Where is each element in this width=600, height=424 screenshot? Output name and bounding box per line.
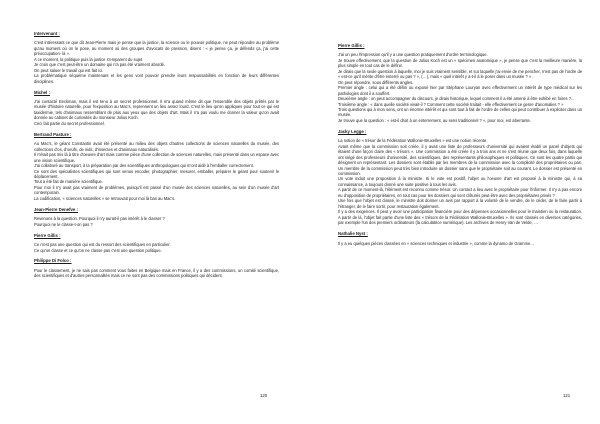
paragraph: J'ai collaboré au transport, à la préparation par des scientifiques anthropologues qui m'ont aidé à l'emballer correctement. xyxy=(34,163,254,169)
speech-block xyxy=(34,99,279,126)
paragraph: Troisième angle : « dans quelle société vivait-il ? Comment cette société traitait - elle effectivement ce genre d'anomalies ? » xyxy=(338,101,564,107)
paragraph: La problématique séquème maintenant et les gens vont pouvoir prendre leurs responsabilités en fonction de leurs différentes disciplines. xyxy=(34,73,279,84)
speaker-name: Nathalie Nyst : xyxy=(338,231,368,237)
speaker-name: Jean-Pierre Denefve : xyxy=(34,206,78,212)
paragraph: La codification, « sciences naturelles » se retrouvait pour moi là bas au Mac's. xyxy=(34,195,176,201)
speaker-name: Bertrand Pasture : xyxy=(34,131,72,137)
paragraph: Je dirais que la seule question à laquelle, moi je suis vraiment sensible, et sur laquelle j'ai envie de me pencher, n'est pas de l'ordre de « est-ce qu'il mérite d'être enterré ou pas ? », (…), mais « quel intérêt y a-t-il à le poser dans un musée ? » . xyxy=(338,68,582,80)
paragraph: Au Mac's, le géant Constantin avait été présenté au milieu des objets d'autres collections de sciences naturelles du musée, des collections d'os, d'oeufs, de nids, d'insectes et d'animaux naturalisés. xyxy=(34,141,279,152)
speaker-name: Pierre Gillis : xyxy=(34,232,61,238)
speaker-name: Intervenant : xyxy=(34,31,60,36)
page-number-left: 120 xyxy=(260,393,268,398)
paragraph: Pour le classement, je ne sais pas comment vous faites en Belgique mais en France, il y a des commissions, un comité scientifique, des scientifiques et d'autres personnalités mais ce ne sont pas des commissions politiques qui décident. xyxy=(34,267,279,279)
speech-block xyxy=(34,216,279,227)
paragraph: Tout a été fait de manière scientifique. xyxy=(34,179,103,185)
paragraph: On peut saluer le travail qui est fait ici. xyxy=(34,67,104,73)
paragraph: A ce moment, la politique puis la justice s'emparent du sujet. xyxy=(34,56,144,62)
paragraph: Je trouve effectivement, que la question de Julius Koch est un « spécimen anatomique », je pense que c'est la meilleure manière, la plus simple en tout cas de le définir. xyxy=(338,57,582,69)
paragraph: J'ai contacté Eeckman, mais il est tenu à un secret professionnel. Il m'a quand même dit que l'ensemble des objets prêtés par le musée d'histoire naturelle, pour l'exposition au Mac's, reprennent un lieu assez lourd. C'est le lieu qu'on appliques pour tout ce qui est taxidermie, tels d'animaux ressemblant de plus aux yeux que des objets d'art. Mais il n'a pas voulu me donner la valeur qu'on avait donnée au cabinet de curiosités du monsieur Julius Koch. xyxy=(34,99,279,121)
paragraph: La notion de « trésor de la Fédération Wallonie-Bruxelles » est une notion récente. xyxy=(338,138,488,144)
paragraph: Ce n'est pas une question qui est du ressort des scientifiques en particulier. xyxy=(34,242,171,248)
paragraph: J'ai un peu l'impression qu'il y a une question pratiquement d'ordre terminologique. xyxy=(338,52,488,58)
paragraph: Il y a eu quelques pièces classées en « sciences techniques et industrie », comme la dynamo de Gramme… xyxy=(338,240,535,246)
paragraph: Je crois que c'est peut-être un domaine qui n'a pas été vraiment abordé. xyxy=(34,62,166,68)
paragraph: Trois questions qui à mon sens, ont un énorme intérêt et qui sont tout à fait de l'ordre de celles qui peut contribuer à expliciter dans un musée. xyxy=(338,106,582,118)
paragraph: Ce sont des spécialistes scientifiques qui sont venus encoder, photographier, mesurer, emballer, préparer le géant pour soutenir le déplacement. xyxy=(34,168,279,179)
paragraph: C'est intéressant ce que dit Jean-Pierre mais je pense que la justice, la science ou le pouvoir politique, ne peut répondre au problème qu'au moment où on le pose, au moment où des groupes d'avocats de pression, disent : « je pense ça, je défends ça, j'ai cette préoccupation- là ». xyxy=(34,40,279,57)
paragraph: Revenons à la question. Pourquoi il n'y aurait-il pas intérêt à le classer ? xyxy=(34,216,165,222)
paragraph: Ce qu'on classe et ce qu'on ne classe pas c'est une question politique. xyxy=(34,247,162,253)
speaker-name: Jacky Legge : xyxy=(338,128,367,134)
paragraph: Il y a des exigences. Il peut y avoir une participation financière pour des dépenses occasionnelles pour le maintien ou la restauration. A partir de là, l'objet fait partie d'une liste des « trésors de la Fédération Wallonie-Bruxelles ». Ils sont classés en diverses catégories, par exemple l'un des premiers ordinateurs (la calculatrice numérique). Les archives de Henry Van de Velde, … xyxy=(338,209,582,226)
paragraph: On peut répondre, sous différents angles. xyxy=(338,79,414,85)
speech-block xyxy=(338,138,582,225)
paragraph: Un vote induit une proposition à la ministre. Si le vote est positif, l'objet ou l'oeuvre d'art est proposé à la ministre qui, à sa connaissance, a toujours donné une suite positive à tous les avis. xyxy=(338,176,582,187)
speech-block xyxy=(338,241,582,246)
speaker-name: Pierre Gillis : xyxy=(338,43,365,48)
paragraph: Premier angle : celui qui a été défini ou exposé hier par Stéphane Louryan avec effectivement un intérêt de type médical sur les pathologies dont il a souffert. xyxy=(338,85,582,96)
paragraph: Avant même que la commission soit créée, il y avait une liste de professeurs d'université qui avaient établi un panel d'objets qui étaient d'une façon claire des « trésors ». Une commission a été créée il y a trois ans et ne s'est réunie que deux fois, dans laquelle ont siégé des professeurs d'université, des scientifiques, des représentants philosophiques et politiques. Ce sont les quatre partis qui désignent un représentant. Les dossiers sont établis par les membres de la commission avec la complicité des propriétaires ou pas. Un membre de la commission peut très bien introduire un dossier sans que le propriétaire soit au courant. Le dossier est présenté en commission. xyxy=(338,143,582,177)
speech-block xyxy=(34,242,279,253)
paragraph: Je trouve que la question : « est-il droit à un enterrement, au sens traditionnel ? », pour moi, est aberrante. xyxy=(338,117,531,123)
right-page xyxy=(300,0,600,424)
speech-block xyxy=(34,268,279,279)
speech-block xyxy=(34,40,279,84)
paragraph: Pour moi il n'y avait pas vraiment de problèmes, puisqu'il est passé d'un musée des sciences naturelles, au sein d'un musée d'art contemporain. xyxy=(34,184,279,196)
paragraph: Une fois que l'objet est classé, le ministre doit donner un avis par rapport à la volonté de le vendre, de le céder, de le faire partir à l'étranger, de le faire sortir, pour restauration également. xyxy=(338,198,582,209)
speaker-name: Michel : xyxy=(34,89,50,95)
speech-block xyxy=(34,141,279,201)
page-number-right: 121 xyxy=(563,393,571,398)
paragraph: A partir de ce moment-là, l'élément est reconnu comme trésor. Un contact a lieu avec le propriétaire pour l'informer. Il n'y a pas encore eu d'opposition de propriétaires, en tout cas pour les dossiers qui sont clôturés peut-être avec des propriétaires privés ? xyxy=(338,187,582,198)
paragraph: Pourquoi ne le classe-t-on pas ? xyxy=(34,221,93,227)
speech-block xyxy=(338,52,582,123)
paragraph: Deuxième angle : on peut accompagner du discours, je dirais historique, lequel comment il a été amené à être exhibé en foires ?... xyxy=(338,96,575,102)
paragraph: Il n'était pas mis là à titre d'oeuvre d'art mais comme pièce d'une collection de sciences naturelles, mais présenté dans un espace avec une vision scientifique. xyxy=(34,152,279,163)
paragraph: Ceci fait partie du secret professionnel. xyxy=(34,120,105,126)
speaker-name: Philippe Di Folco : xyxy=(34,258,72,264)
